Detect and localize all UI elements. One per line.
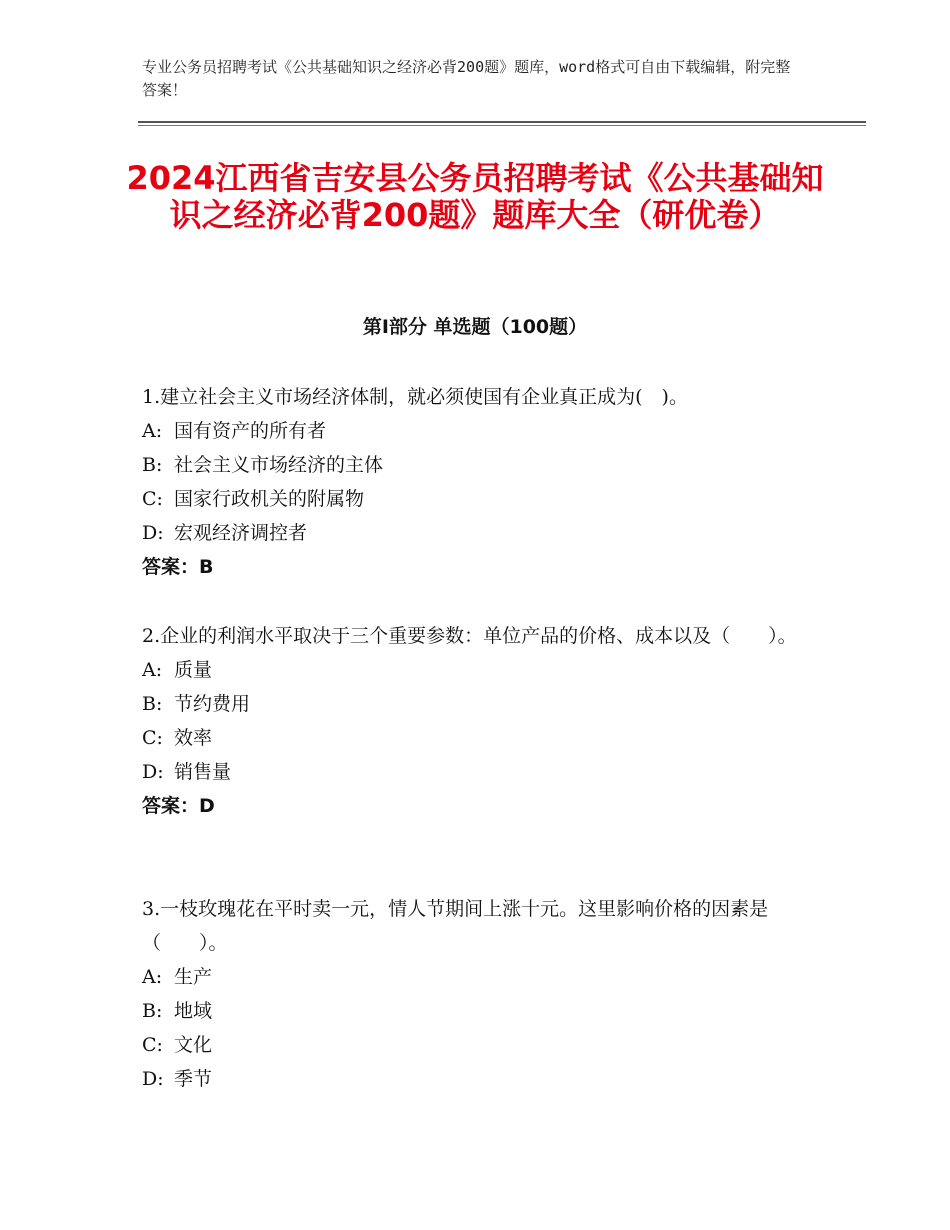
option-text: 节约费用 bbox=[174, 693, 251, 715]
option-d bbox=[142, 516, 812, 550]
option-c bbox=[142, 721, 812, 755]
option-d bbox=[142, 1062, 812, 1096]
option-text: 地域 bbox=[174, 1000, 213, 1022]
question-3 bbox=[142, 892, 812, 1096]
option-text: 社会主义市场经济的主体 bbox=[174, 454, 384, 476]
option-text: 质量 bbox=[174, 659, 213, 681]
option-text: 销售量 bbox=[174, 761, 232, 783]
option-text: 文化 bbox=[174, 1034, 213, 1056]
section-title: 第Ⅰ部分 单选题（100题） bbox=[362, 316, 588, 338]
option-text: 季节 bbox=[174, 1068, 213, 1090]
option-text: 生产 bbox=[174, 966, 213, 988]
option-c bbox=[142, 482, 812, 516]
option-text: 效率 bbox=[174, 727, 213, 749]
header-divider-thick bbox=[138, 121, 866, 123]
option-text: 宏观经济调控者 bbox=[174, 522, 308, 544]
option-letter: A: bbox=[142, 420, 163, 442]
question-stem: 1.建立社会主义市场经济体制，就必须使国有企业真正成为( )。 bbox=[142, 386, 688, 408]
option-b bbox=[142, 994, 812, 1028]
option-a bbox=[142, 653, 812, 687]
option-b bbox=[142, 687, 812, 721]
option-letter: B: bbox=[142, 454, 163, 476]
option-text: 国有资产的所有者 bbox=[174, 420, 327, 442]
option-c bbox=[142, 1028, 812, 1062]
option-letter: D: bbox=[142, 761, 164, 783]
option-letter: C: bbox=[142, 1034, 163, 1056]
header-note: 专业公务员招聘考试《公共基础知识之经济必背200题》题库，word格式可自由下载编辑，附完整答案！ bbox=[142, 58, 791, 99]
option-text: 国家行政机关的附属物 bbox=[174, 488, 365, 510]
option-letter: B: bbox=[142, 1000, 163, 1022]
question-1 bbox=[142, 380, 812, 584]
document-title: 2024江西省吉安县公务员招聘考试《公共基础知识之经济必背200题》题库大全（研优卷） bbox=[126, 159, 824, 234]
question-stem: 2.企业的利润水平取决于三个重要参数：单位产品的价格、成本以及（ ）。 bbox=[142, 625, 797, 647]
option-b bbox=[142, 448, 812, 482]
option-d bbox=[142, 755, 812, 789]
question-2 bbox=[142, 619, 812, 823]
answer-line: 答案：B bbox=[142, 556, 214, 578]
question-stem: 3.一枝玫瑰花在平时卖一元，情人节期间上涨十元。这里影响价格的因素是（ ）。 bbox=[142, 898, 769, 954]
option-letter: C: bbox=[142, 488, 163, 510]
option-letter: C: bbox=[142, 727, 163, 749]
answer-line: 答案：D bbox=[142, 795, 215, 817]
option-letter: A: bbox=[142, 966, 163, 988]
option-letter: D: bbox=[142, 1068, 164, 1090]
option-letter: D: bbox=[142, 522, 164, 544]
option-letter: A: bbox=[142, 659, 163, 681]
option-a bbox=[142, 414, 812, 448]
header-divider-thin bbox=[138, 125, 866, 126]
option-a bbox=[142, 960, 812, 994]
option-letter: B: bbox=[142, 693, 163, 715]
